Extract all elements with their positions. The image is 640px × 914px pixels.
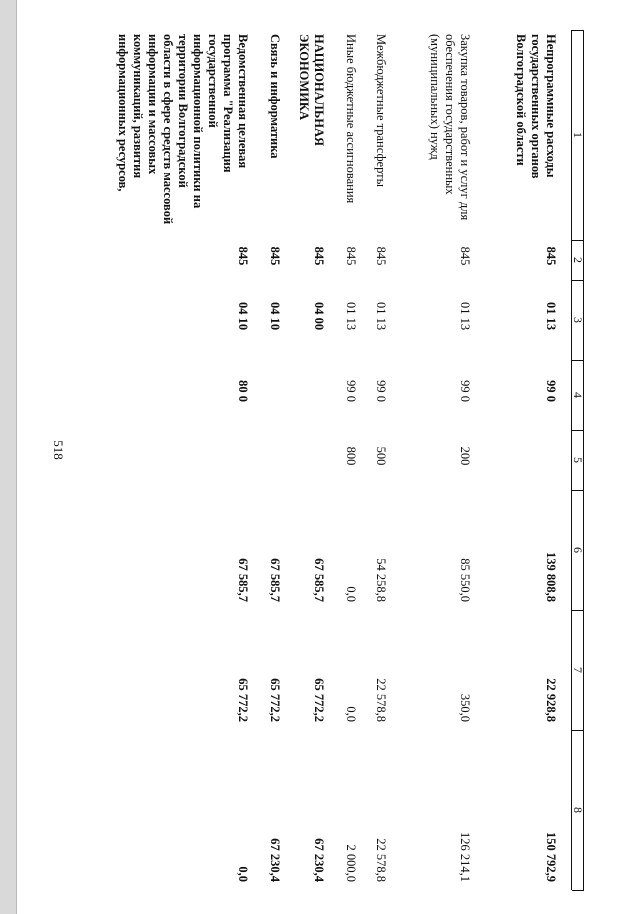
row-name: Иные бюджетные ассигнования bbox=[344, 34, 358, 204]
row-code: 845 bbox=[458, 246, 472, 266]
column-separator bbox=[572, 890, 584, 891]
row-v7: 0,0 bbox=[344, 706, 358, 722]
row-v7: 22 578,8 bbox=[374, 678, 388, 722]
header-cell-1: 1 bbox=[571, 132, 585, 138]
row-v6: 67 585,7 bbox=[312, 558, 326, 602]
header-cell-6: 6 bbox=[571, 547, 585, 553]
row-v8: 150 792,9 bbox=[544, 832, 558, 882]
row-section: 04 10 bbox=[268, 301, 282, 331]
row-v8: 22 578,8 bbox=[374, 838, 388, 882]
row-target: 99 0 bbox=[374, 380, 388, 402]
row-target: 99 0 bbox=[544, 380, 558, 402]
row-section: 01 13 bbox=[344, 301, 358, 331]
row-v6: 85 550,0 bbox=[458, 558, 472, 602]
row-code: 845 bbox=[236, 246, 250, 266]
row-code: 845 bbox=[268, 246, 282, 266]
scan-edge bbox=[0, 0, 16, 914]
row-v8: 0,0 bbox=[236, 866, 250, 882]
row-target: 99 0 bbox=[458, 380, 472, 402]
row-v6: 139 808,8 bbox=[544, 552, 558, 602]
row-v7: 65 772,2 bbox=[236, 678, 250, 722]
row-name: НАЦИОНАЛЬНАЯ ЭКОНОМИКА bbox=[297, 34, 326, 147]
row-target: 99 0 bbox=[344, 380, 358, 402]
row-v8: 67 230,4 bbox=[312, 838, 326, 882]
row-type: 500 bbox=[374, 446, 388, 466]
row-name: Связь и информатика bbox=[268, 34, 282, 159]
row-section: 04 10 bbox=[236, 301, 250, 331]
page-number: 518 bbox=[50, 440, 66, 460]
budget-table bbox=[104, 30, 584, 890]
row-section: 01 13 bbox=[374, 301, 388, 331]
row-v6: 0,0 bbox=[344, 586, 358, 602]
row-v7: 22 928,8 bbox=[544, 678, 558, 722]
header-cell-5: 5 bbox=[571, 457, 585, 463]
row-v6: 54 258,8 bbox=[374, 558, 388, 602]
row-name: Ведомственная целевая программа "Реализация государственной информационной политики на территории Волгоградской области в сфере средств массовой информации и массовых коммуникаций, развития информационных ресурсов, bbox=[116, 34, 250, 225]
row-section: 04 00 bbox=[312, 301, 326, 331]
row-v7: 65 772,2 bbox=[268, 678, 282, 722]
row-type: 800 bbox=[344, 446, 358, 466]
header-cell-2: 2 bbox=[571, 257, 585, 263]
row-target: 80 0 bbox=[236, 380, 250, 402]
header-cell-3: 3 bbox=[571, 317, 585, 323]
row-v8: 67 230,4 bbox=[268, 838, 282, 882]
row-name: Межбюджетные трансферты bbox=[374, 34, 388, 188]
row-v6: 67 585,7 bbox=[236, 558, 250, 602]
row-v8: 2 000,0 bbox=[344, 844, 358, 882]
row-type: 200 bbox=[458, 446, 472, 466]
row-section: 01 13 bbox=[458, 301, 472, 331]
row-code: 845 bbox=[544, 246, 558, 266]
row-v8: 126 214,1 bbox=[458, 832, 472, 882]
row-section: 01 13 bbox=[544, 301, 558, 331]
row-name: Непрограммные расходы государственных органов Волгоградской области bbox=[514, 34, 558, 179]
row-code: 845 bbox=[312, 246, 326, 266]
header-cell-8: 8 bbox=[571, 807, 585, 813]
row-v7: 350,0 bbox=[458, 693, 472, 722]
row-code: 845 bbox=[344, 246, 358, 266]
row-name: Закупка товаров, работ и услуг для обеспечения государственных (муниципальных) нужд bbox=[428, 34, 472, 221]
header-cell-4: 4 bbox=[571, 392, 585, 398]
row-v7: 65 772,2 bbox=[312, 678, 326, 722]
row-code: 845 bbox=[374, 246, 388, 266]
row-v6: 67 585,7 bbox=[268, 558, 282, 602]
header-cell-7: 7 bbox=[571, 667, 585, 673]
